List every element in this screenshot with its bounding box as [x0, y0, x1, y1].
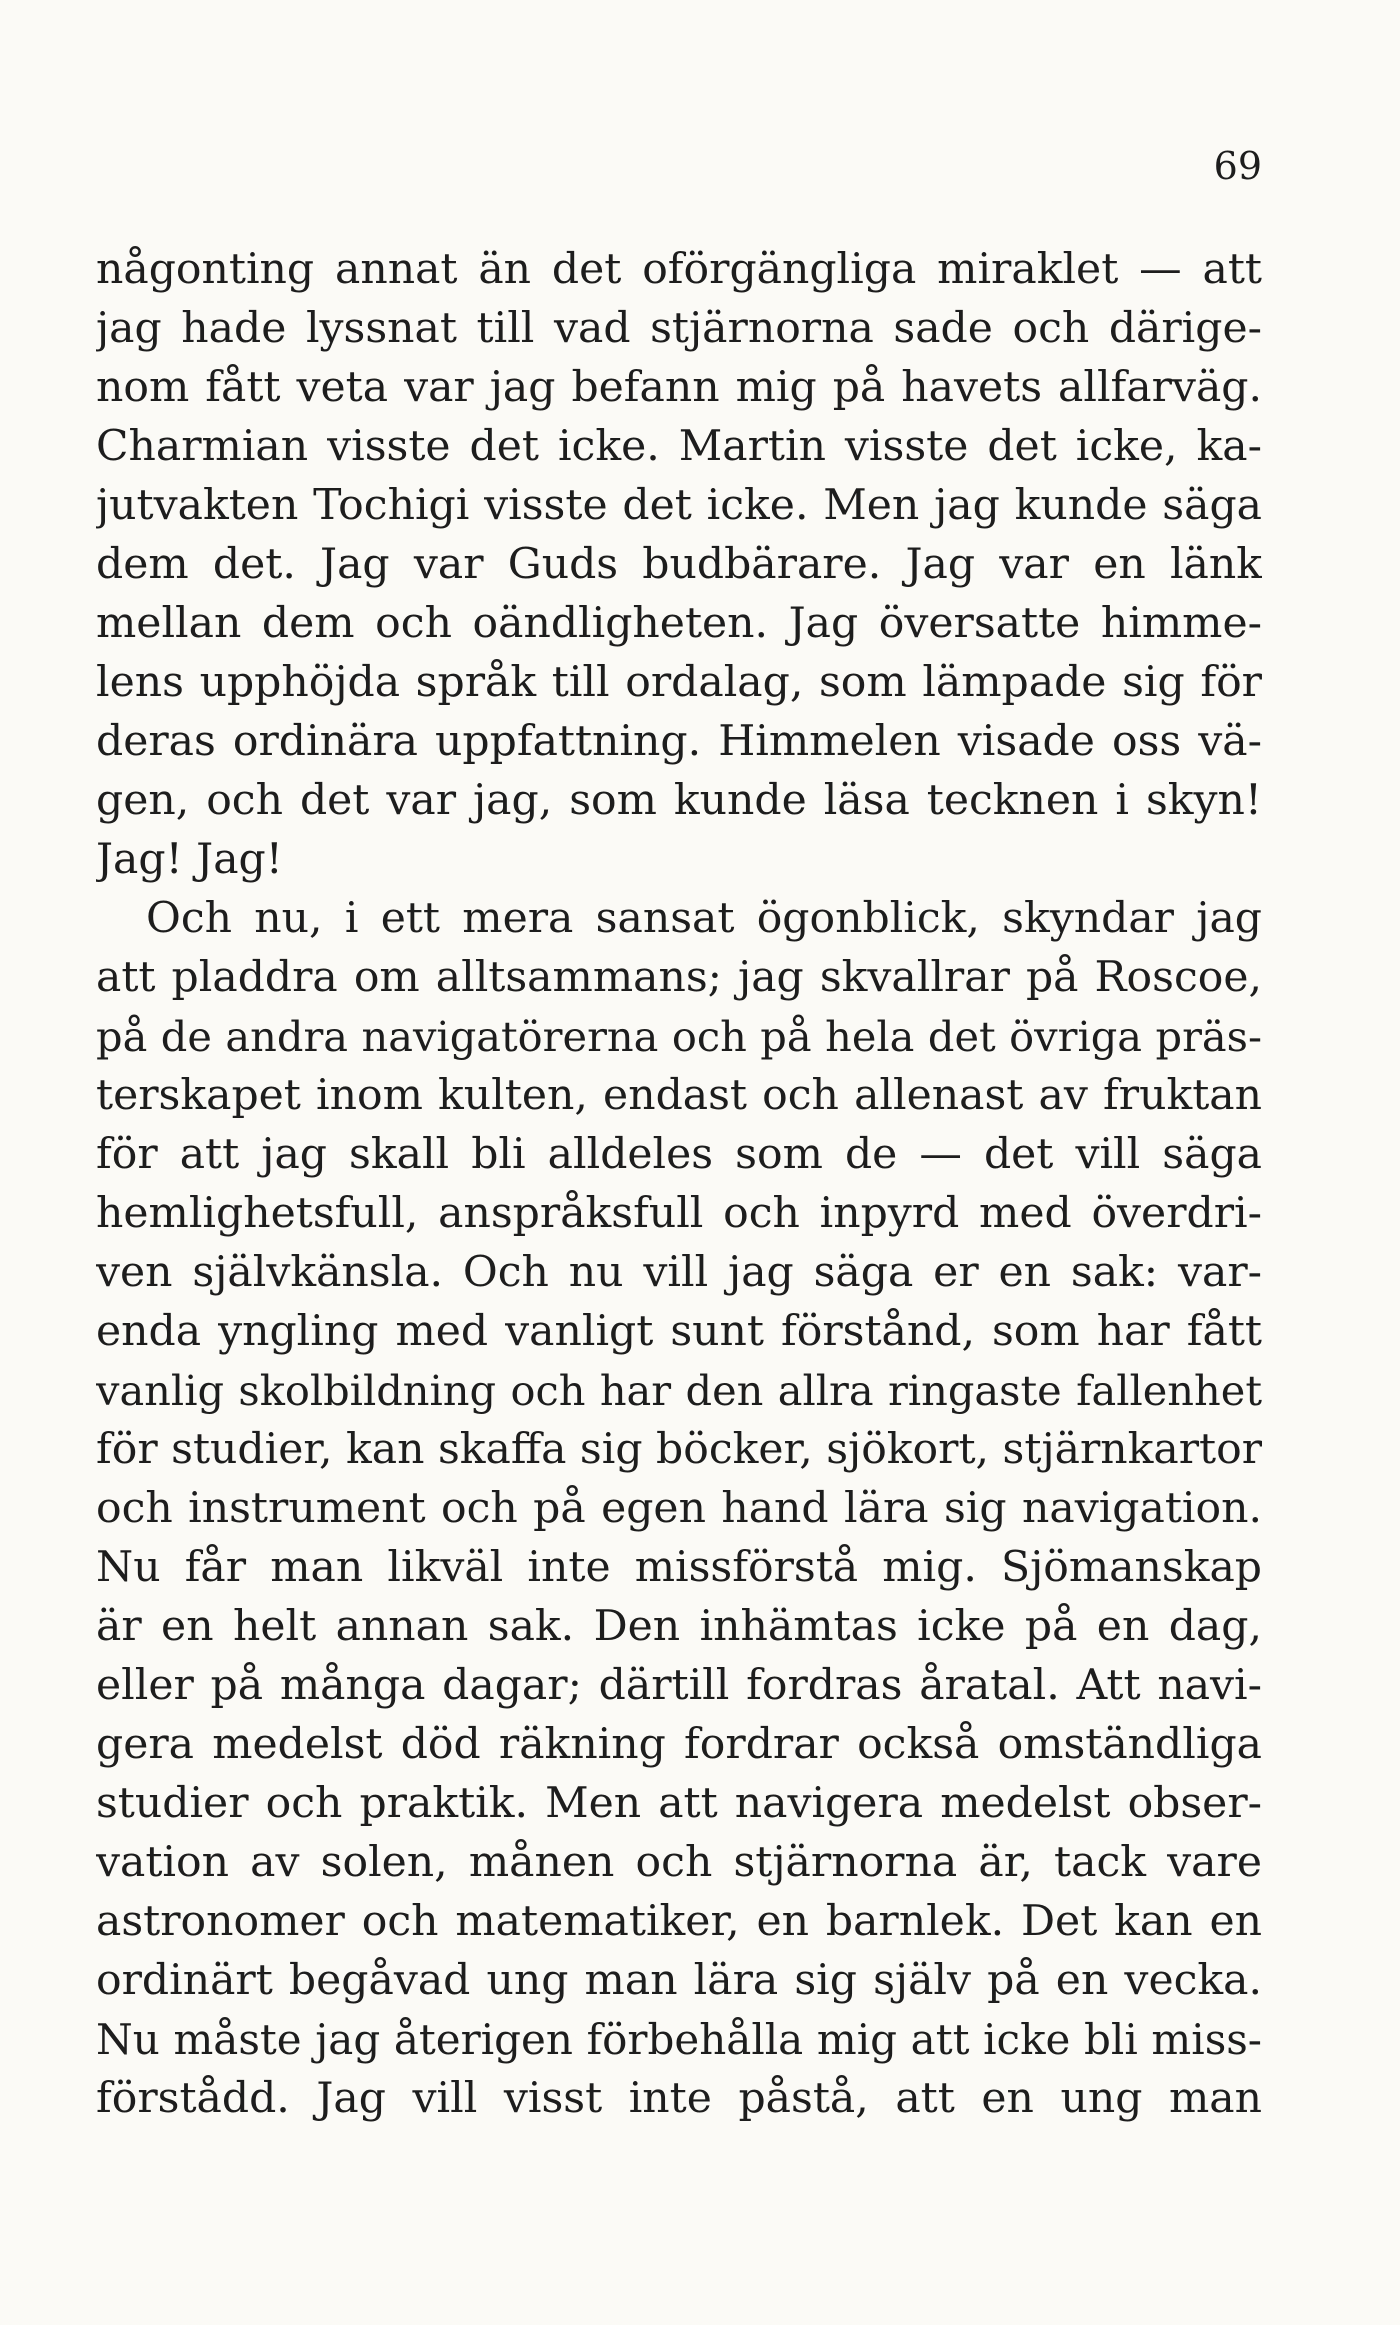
- text-line: för att jag skall bli alldeles som de — det vill säga: [96, 1130, 1262, 1179]
- text-line: förstådd. Jag vill visst inte påstå, att en ung man: [96, 2074, 1262, 2123]
- text-line: jutvakten Tochigi visste det icke. Men jag kunde säga: [96, 481, 1262, 530]
- text-line: studier och praktik. Men att navigera medelst obser-: [96, 1779, 1262, 1828]
- text-line: gen, och det var jag, som kunde läsa tecknen i skyn!: [96, 776, 1262, 825]
- text-line: vation av solen, månen och stjärnorna är, tack vare: [96, 1838, 1262, 1887]
- text-line: eller på många dagar; därtill fordras åratal. Att navi-: [96, 1661, 1262, 1710]
- text-line: enda yngling med vanligt sunt förstånd, som har fått: [96, 1307, 1262, 1356]
- text-line: nom fått veta var jag befann mig på havets allfarväg.: [96, 363, 1262, 412]
- text-line: ordinärt begåvad ung man lära sig själv på en vecka.: [96, 1956, 1262, 2005]
- text-line: Nu måste jag återigen förbehålla mig att icke bli miss-: [96, 2015, 1262, 2064]
- text-line: astronomer och matematiker, en barnlek. Det kan en: [96, 1897, 1262, 1946]
- text-line: vanlig skolbildning och har den allra ringaste fallenhet: [96, 1366, 1262, 1415]
- text-line: ven självkänsla. Och nu vill jag säga er en sak: var-: [96, 1248, 1262, 1297]
- text-line: någonting annat än det oförgängliga miraklet — att: [96, 245, 1262, 294]
- text-line: Charmian visste det icke. Martin visste det icke, ka-: [96, 422, 1262, 471]
- text-line: att pladdra om alltsammans; jag skvallrar på Roscoe,: [96, 953, 1262, 1002]
- text-line: dem det. Jag var Guds budbärare. Jag var en länk: [96, 540, 1262, 589]
- page-number: 69: [1213, 144, 1262, 188]
- text-line-paragraph-end: Jag! Jag!: [96, 835, 283, 884]
- text-line: Nu får man likväl inte missförstå mig. Sjömanskap: [96, 1543, 1262, 1592]
- text-line: mellan dem och oändligheten. Jag översatte himme-: [96, 599, 1262, 648]
- text-line: terskapet inom kulten, endast och allenast av fruktan: [96, 1071, 1262, 1120]
- text-line: hemlighetsfull, anspråksfull och inpyrd med överdri-: [96, 1189, 1262, 1238]
- text-line: för studier, kan skaffa sig böcker, sjökort, stjärnkartor: [96, 1425, 1262, 1474]
- text-line: gera medelst död räkning fordrar också omständliga: [96, 1720, 1262, 1769]
- text-line: jag hade lyssnat till vad stjärnorna sade och därige-: [96, 304, 1262, 353]
- text-line: deras ordinära uppfattning. Himmelen visade oss vä-: [96, 717, 1262, 766]
- text-line: och instrument och på egen hand lära sig navigation.: [96, 1484, 1262, 1533]
- text-line: är en helt annan sak. Den inhämtas icke på en dag,: [96, 1602, 1262, 1651]
- text-line: lens upphöjda språk till ordalag, som lämpade sig för: [96, 658, 1262, 707]
- body-text: [96, 240, 1262, 2128]
- text-line-paragraph-start: Och nu, i ett mera sansat ögonblick, skyndar jag: [146, 894, 1262, 943]
- text-line: på de andra navigatörerna och på hela det övriga präs-: [96, 1012, 1262, 1061]
